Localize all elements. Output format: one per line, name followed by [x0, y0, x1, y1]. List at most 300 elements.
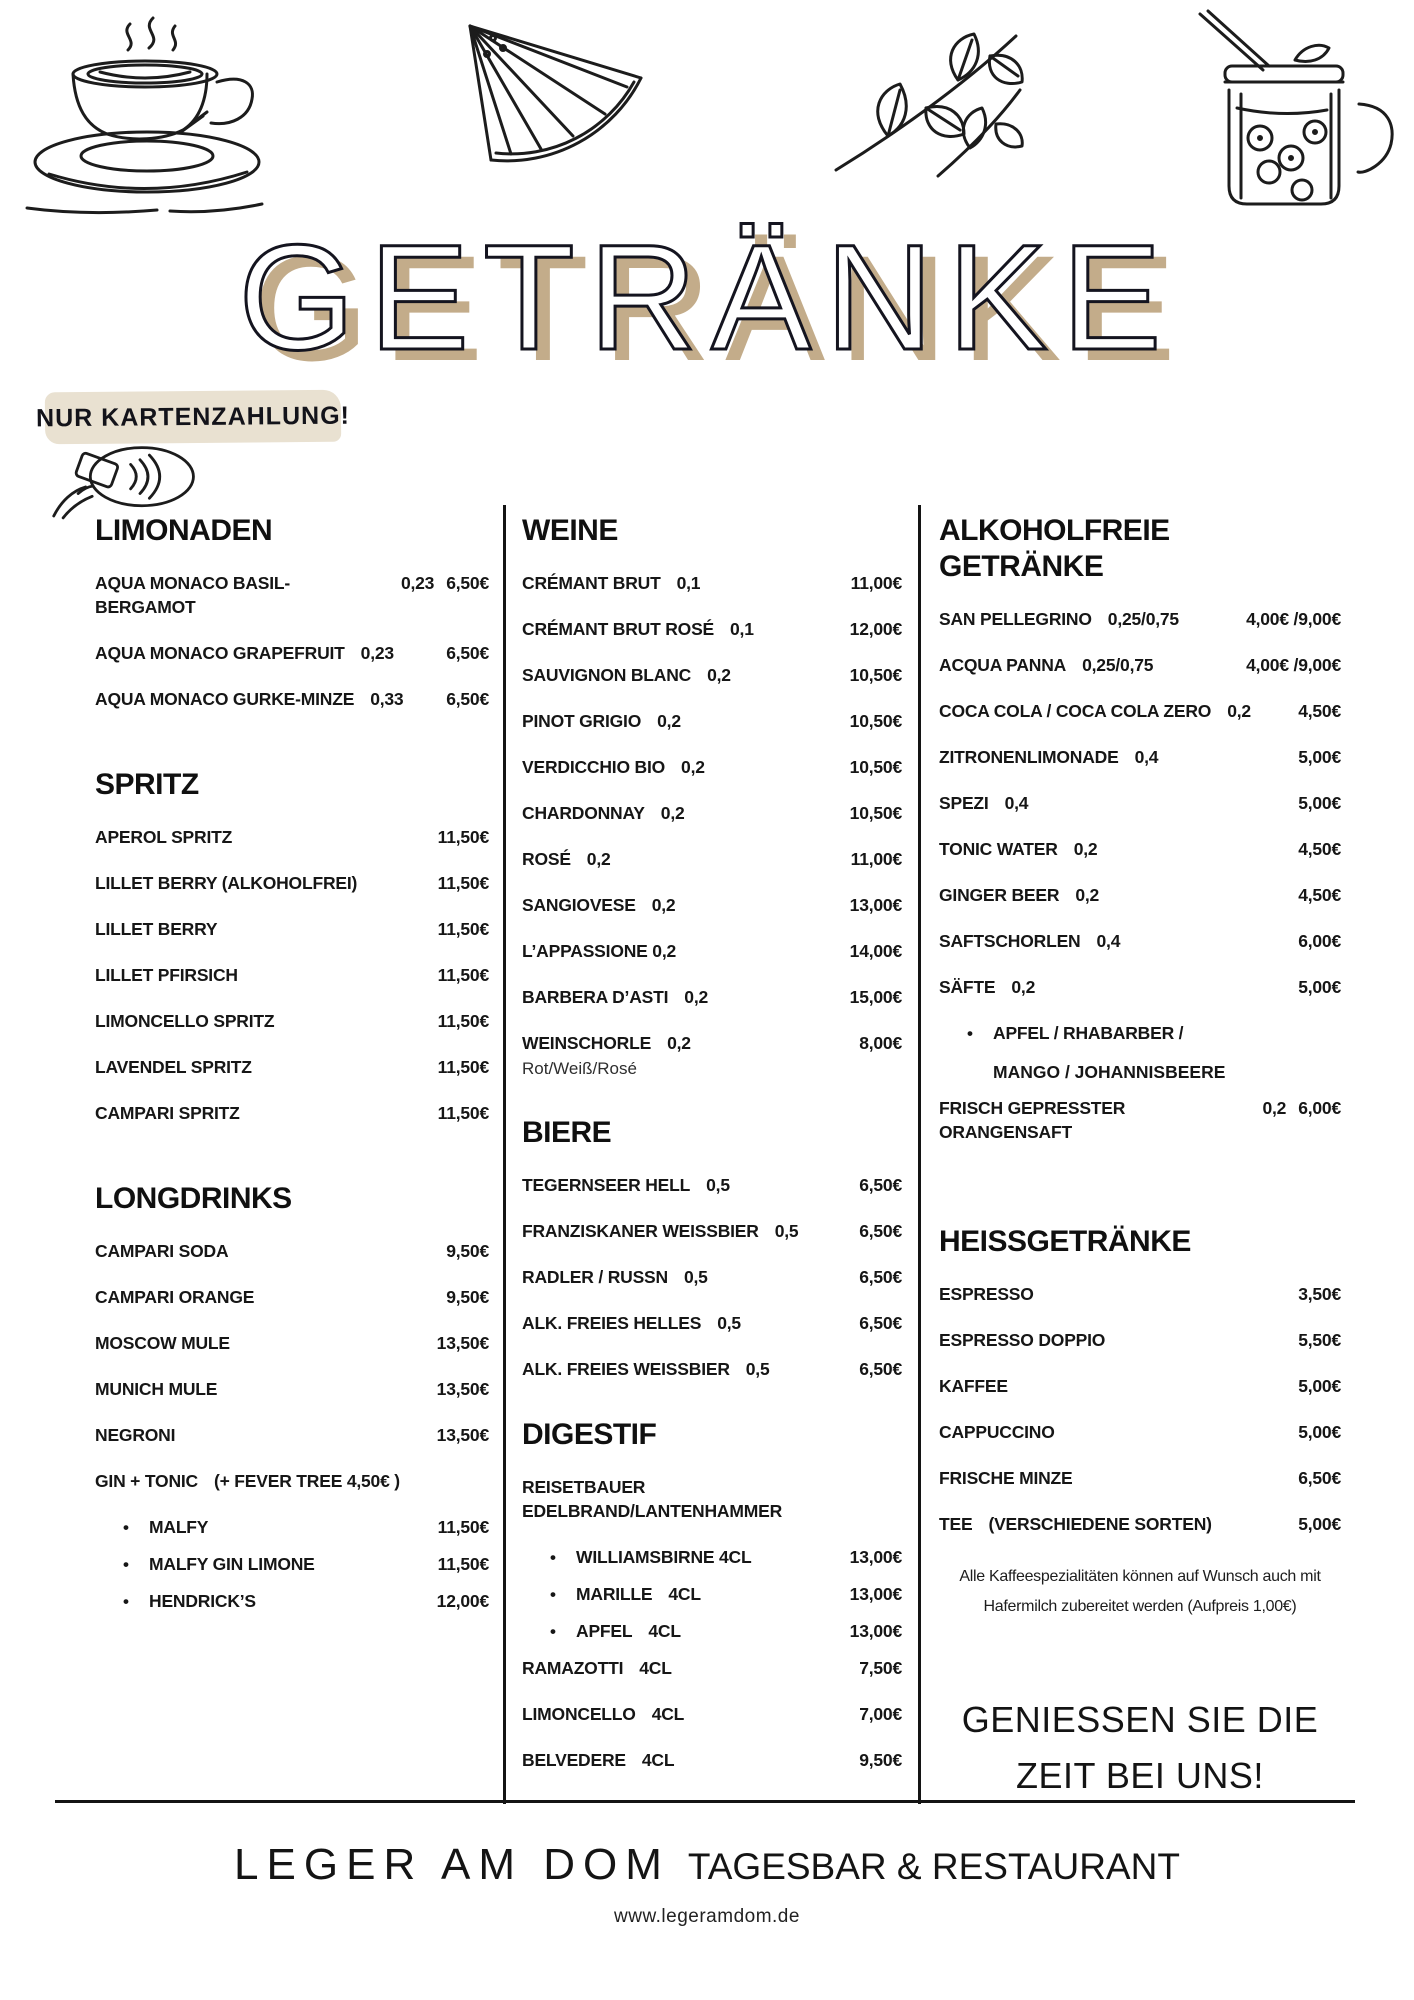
- menu-column-left: [55, 505, 503, 1804]
- menu-item-line: [522, 1619, 902, 1644]
- menu-item-line: [522, 1702, 902, 1726]
- menu-item: [939, 1374, 1341, 1398]
- item-size: 0,5: [774, 1221, 799, 1241]
- section-items: [95, 571, 489, 711]
- bullet-marker: •: [967, 1024, 973, 1043]
- item-price: 5,00€: [1298, 747, 1341, 767]
- item-size: 0,23: [400, 573, 435, 593]
- menu-item-line: [522, 1311, 902, 1335]
- menu-item: [939, 607, 1341, 631]
- item-price: 15,00€: [849, 987, 902, 1007]
- item-label: CAMPARI SPRITZ: [95, 1103, 240, 1123]
- item-size: 4CL: [648, 1621, 681, 1641]
- item-price: 11,00€: [850, 849, 902, 869]
- menu-item: [939, 1096, 1341, 1144]
- item-subtitle: Rot/Weiß/Rosé: [522, 1059, 637, 1078]
- menu-item: [95, 871, 489, 895]
- item-price: 13,50€: [436, 1333, 489, 1353]
- menu-item-line: [522, 893, 902, 917]
- item-price: 5,00€: [1298, 1422, 1341, 1442]
- item-label: MALFY: [149, 1517, 209, 1537]
- item-size: 0,4: [1096, 931, 1121, 951]
- bullet-marker: •: [550, 1585, 556, 1604]
- menu-item: [522, 755, 902, 779]
- payment-badge-label: NUR KARTENZAHLUNG!: [35, 401, 351, 432]
- item-label: VERDICCHIO BIO: [522, 757, 666, 777]
- restaurant-name: [0, 1840, 1414, 1890]
- item-label: APFEL: [576, 1621, 633, 1641]
- item-label: TONIC WATER: [939, 839, 1058, 859]
- item-label: CAMPARI ORANGE: [95, 1287, 255, 1307]
- item-price: 8,00€: [859, 1033, 902, 1053]
- menu-item: [522, 1475, 902, 1523]
- menu-item: [95, 641, 489, 665]
- item-label: SAUVIGNON BLANC: [522, 665, 692, 685]
- menu-item-line: [95, 1469, 489, 1493]
- menu-item: [939, 1466, 1341, 1490]
- item-price: 5,00€: [1298, 977, 1341, 997]
- item-label: ESPRESSO DOPPIO: [939, 1330, 1106, 1350]
- item-label: ESPRESSO: [939, 1284, 1034, 1304]
- section-items: [939, 1282, 1341, 1536]
- item-size: (VERSCHIEDENE SORTEN): [988, 1514, 1212, 1534]
- page-title: [0, 213, 1414, 381]
- item-label: SPEZI: [939, 793, 989, 813]
- menu-item: [95, 1239, 489, 1263]
- menu-item-line: [522, 1582, 902, 1607]
- item-label: KAFFEE: [939, 1376, 1008, 1396]
- menu-item-line: [522, 755, 902, 779]
- menu-item-line: [939, 1374, 1341, 1398]
- menu-item-line: [95, 1009, 489, 1033]
- menu-item: [95, 1285, 489, 1309]
- item-size: 0,5: [683, 1267, 708, 1287]
- item-label: APFEL / RHABARBER /: [993, 1023, 1184, 1043]
- item-label: COCA COLA / COCA COLA ZERO: [939, 701, 1212, 721]
- menu-item: [95, 1589, 489, 1614]
- menu-item: [522, 1582, 902, 1607]
- item-label: SANGIOVESE: [522, 895, 636, 915]
- menu-section: [95, 513, 489, 711]
- menu-item: [95, 963, 489, 987]
- oat-milk-note-line2: Hafermilch zubereitet werden (Aufpreis 1,00€): [983, 1598, 1297, 1615]
- menu-item: [522, 1031, 902, 1079]
- menu-item-line: [95, 963, 489, 987]
- menu-item-line: [95, 641, 489, 665]
- section-items: [95, 825, 489, 1125]
- item-price: 4,00€ /9,00€: [1246, 655, 1341, 675]
- item-label: SÄFTE: [939, 977, 996, 997]
- item-price: 6,50€: [859, 1175, 902, 1195]
- item-size: 0,2: [1262, 1098, 1287, 1118]
- menu-item-line: [522, 801, 902, 825]
- menu-item-line: [522, 617, 902, 641]
- item-size: 0,5: [717, 1313, 741, 1333]
- item-size: 0,2: [1073, 839, 1098, 859]
- item-price: 6,50€: [859, 1221, 902, 1241]
- menu-item-line: [95, 1423, 489, 1447]
- item-size: 4CL: [651, 1704, 685, 1724]
- menu-item: [939, 1021, 1341, 1084]
- payment-badge: [35, 390, 351, 445]
- section-heading: ALKOHOLFREIE GETRÄNKE: [939, 514, 1170, 583]
- item-price: 11,50€: [437, 919, 489, 939]
- menu-item-line: [939, 1466, 1341, 1490]
- section-heading: LIMONADEN: [95, 514, 273, 547]
- bullet-marker: •: [550, 1548, 556, 1567]
- citrus-slice-icon: [445, 8, 660, 168]
- menu-item: [95, 1469, 489, 1493]
- item-price: 6,00€: [1298, 1098, 1341, 1118]
- menu-item-line: [939, 653, 1341, 677]
- menu-item-line: [522, 663, 902, 687]
- item-label: RADLER / RUSSN: [522, 1267, 668, 1287]
- item-size: 0,5: [706, 1175, 730, 1195]
- item-price: 10,50€: [849, 803, 902, 823]
- item-price: 11,50€: [437, 1057, 489, 1077]
- section-heading: BIERE: [522, 1116, 612, 1149]
- item-size: 0,2: [681, 757, 705, 777]
- menu-item-line: [939, 791, 1341, 815]
- menu-item-line: [95, 571, 489, 619]
- item-label: TEGERNSEER HELL: [522, 1175, 691, 1195]
- menu-item-line: [939, 883, 1341, 907]
- menu-item: [95, 571, 489, 619]
- section-heading: WEINE: [522, 514, 618, 547]
- menu-item-line: [522, 939, 902, 963]
- menu-section: [522, 513, 902, 1079]
- item-label: LILLET BERRY: [95, 919, 218, 939]
- menu-item-line: [95, 825, 489, 849]
- menu-item: [939, 653, 1341, 677]
- bullet-marker: •: [123, 1592, 129, 1611]
- menu-item-line: [939, 1328, 1341, 1352]
- menu-item: [95, 917, 489, 941]
- item-price: 5,00€: [1298, 1514, 1341, 1534]
- item-label: CAMPARI SODA: [95, 1241, 229, 1261]
- item-label: ALK. FREIES WEISSBIER: [522, 1359, 730, 1379]
- menu-item: [522, 1748, 902, 1772]
- bullet-marker: •: [123, 1518, 129, 1537]
- menu-item: [939, 1282, 1341, 1306]
- item-size: 4CL: [639, 1658, 672, 1678]
- menu-section: [95, 1181, 489, 1614]
- item-price: 11,50€: [437, 873, 489, 893]
- menu-item-line: [95, 1552, 489, 1577]
- item-label: AQUA MONACO BASIL-BERGAMOT: [95, 573, 291, 617]
- menu-item-line: [522, 1545, 902, 1570]
- menu-item: [522, 1702, 902, 1726]
- item-label: AQUA MONACO GURKE-MINZE: [95, 689, 355, 709]
- item-price: 6,50€: [859, 1267, 902, 1287]
- enjoy-message-line1: GENIESSEN SIE DIE: [961, 1699, 1319, 1740]
- section-items: [522, 1173, 902, 1381]
- item-label: FRANZISKANER WEISSBIER: [522, 1221, 759, 1241]
- item-label: TEE: [939, 1514, 973, 1534]
- menu-item: [95, 1101, 489, 1125]
- menu-sections: [522, 513, 902, 1772]
- footer: [0, 1840, 1414, 1928]
- menu-item-line: [939, 1512, 1341, 1536]
- item-size: 0,33: [370, 689, 404, 709]
- item-label: WEINSCHORLE: [522, 1033, 652, 1053]
- item-price: 3,50€: [1298, 1284, 1341, 1304]
- menu-item: [95, 1009, 489, 1033]
- section-heading: DIGESTIF: [522, 1418, 657, 1451]
- item-price: 6,50€: [446, 643, 489, 663]
- item-label: CHARDONNAY: [522, 803, 645, 823]
- menu-item: [522, 939, 902, 963]
- menu-item-line: [939, 607, 1341, 631]
- item-label: LIMONCELLO: [522, 1704, 636, 1724]
- menu-sections: [939, 513, 1341, 1536]
- oat-milk-note-line1: Alle Kaffeespezialitäten können auf Wunsch auch mit: [959, 1568, 1321, 1585]
- brand-name: LEGER AM DOM: [234, 1840, 670, 1889]
- item-label: LIMONCELLO SPRITZ: [95, 1011, 275, 1031]
- menu-item-line: [939, 745, 1341, 769]
- item-price: 11,50€: [437, 965, 489, 985]
- menu-item-line: [95, 687, 489, 711]
- menu-section: [939, 1224, 1341, 1536]
- item-size: 0,1: [730, 619, 754, 639]
- item-label: RAMAZOTTI: [522, 1658, 624, 1678]
- item-price: 6,50€: [446, 573, 489, 593]
- menu-item: [939, 791, 1341, 815]
- item-size: 0,2: [586, 849, 611, 869]
- menu-item-line: [522, 1265, 902, 1289]
- section-heading: LONGDRINKS: [95, 1182, 292, 1215]
- menu-item-line: [95, 1055, 489, 1079]
- item-price: 6,00€: [1298, 931, 1341, 951]
- item-size: 0,2: [660, 803, 685, 823]
- item-price: 7,00€: [859, 1704, 902, 1724]
- menu-item-line: [522, 1219, 902, 1243]
- item-size: 0,2: [707, 665, 731, 685]
- menu-item: [522, 709, 902, 733]
- mason-jar-icon: [1145, 8, 1400, 218]
- menu-item: [939, 1420, 1341, 1444]
- item-price: 13,00€: [849, 1584, 902, 1604]
- menu-item-line: [939, 699, 1341, 723]
- menu-item-line: [95, 1515, 489, 1540]
- menu-item: [522, 663, 902, 687]
- menu-item-line: [95, 1239, 489, 1263]
- item-price: 11,50€: [437, 827, 489, 847]
- menu-item-line: [939, 1021, 1341, 1046]
- item-price: 13,50€: [436, 1379, 489, 1399]
- menu-item-line: [95, 917, 489, 941]
- item-label: SAFTSCHORLEN: [939, 931, 1081, 951]
- menu-item: [522, 571, 902, 595]
- item-price: 12,00€: [849, 619, 902, 639]
- bullet-marker: •: [550, 1622, 556, 1641]
- item-price: 6,50€: [859, 1313, 902, 1333]
- item-size: 4CL: [668, 1584, 701, 1604]
- menu-item-line: [939, 1420, 1341, 1444]
- menu-item-line: [522, 1357, 902, 1381]
- menu-item: [95, 825, 489, 849]
- section-items: [522, 571, 902, 1079]
- menu-item-line: [522, 1173, 902, 1197]
- item-size: 0,2: [684, 987, 709, 1007]
- item-label: ZITRONENLIMONADE: [939, 747, 1119, 767]
- item-size: 0,2: [1011, 977, 1036, 997]
- item-label: MARILLE: [576, 1584, 653, 1604]
- menu-item: [95, 1552, 489, 1577]
- menu-item-line: [522, 1656, 902, 1680]
- item-label: MUNICH MULE: [95, 1379, 218, 1399]
- menu-item: [939, 745, 1341, 769]
- item-size: 0,1: [676, 573, 701, 593]
- menu-item: [939, 837, 1341, 861]
- menu-item: [95, 687, 489, 711]
- item-label: NEGRONI: [95, 1425, 176, 1445]
- item-label: HENDRICK’S: [149, 1591, 256, 1611]
- menu-item: [522, 847, 902, 871]
- menu-item: [939, 929, 1341, 953]
- item-label: CRÉMANT BRUT ROSÉ: [522, 619, 715, 639]
- bullet-marker: •: [123, 1555, 129, 1574]
- item-price: 13,50€: [436, 1425, 489, 1445]
- menu-section: [522, 1417, 902, 1772]
- item-label: ALK. FREIES HELLES: [522, 1313, 702, 1333]
- item-label: LAVENDEL SPRITZ: [95, 1057, 252, 1077]
- menu-item: [939, 1328, 1341, 1352]
- item-label: ACQUA PANNA: [939, 655, 1067, 675]
- item-size: (+ FEVER TREE 4,50€ ): [213, 1471, 400, 1491]
- menu-item: [522, 1173, 902, 1197]
- menu-item-line: [939, 1282, 1341, 1306]
- item-price: 11,50€: [437, 1554, 489, 1574]
- menu-item-line: [939, 929, 1341, 953]
- item-label: GINGER BEER: [939, 885, 1060, 905]
- item-subtitle-bold: MANGO / JOHANNISBEERE: [993, 1062, 1226, 1082]
- item-label: MOSCOW MULE: [95, 1333, 230, 1353]
- menu-item-line: [522, 847, 902, 871]
- menu-item: [939, 699, 1341, 723]
- item-size: 0,2: [1075, 885, 1100, 905]
- menu-item-line: [522, 1748, 902, 1772]
- menu-item-line: [95, 1377, 489, 1401]
- menu-item-line: [939, 837, 1341, 861]
- item-label: REISETBAUER EDELBRAND/LANTENHAMMER: [522, 1477, 783, 1521]
- coffee-cup-icon: [15, 12, 290, 217]
- menu-item-line: [95, 1589, 489, 1614]
- item-label: LILLET PFIRSICH: [95, 965, 238, 985]
- section-items: [522, 1475, 902, 1772]
- item-size: 4CL: [641, 1750, 675, 1770]
- item-price: 4,50€: [1298, 701, 1341, 721]
- item-label: BARBERA D’ASTI: [522, 987, 669, 1007]
- item-label: BELVEDERE: [522, 1750, 626, 1770]
- menu-item-line: [95, 1285, 489, 1309]
- brand-tagline: TAGESBAR & RESTAURANT: [687, 1846, 1180, 1887]
- item-label: CRÉMANT BRUT: [522, 573, 661, 593]
- website-url: www.legeramdom.de: [614, 1906, 800, 1927]
- item-price: 6,50€: [859, 1359, 902, 1379]
- item-label: L’APPASSIONE 0,2: [522, 941, 677, 961]
- item-size: 0,2: [651, 895, 676, 915]
- menu-sections: [95, 513, 489, 1614]
- item-size: 0,2: [667, 1033, 691, 1053]
- menu-item-line: [939, 975, 1341, 999]
- item-price: 11,50€: [437, 1011, 489, 1031]
- section-heading: SPRITZ: [95, 768, 199, 801]
- menu-item: [522, 1219, 902, 1243]
- item-price: 9,50€: [446, 1241, 489, 1261]
- section-items: [95, 1239, 489, 1614]
- section-heading: HEISSGETRÄNKE: [939, 1225, 1191, 1258]
- enjoy-message: [939, 1692, 1341, 1804]
- item-price: 4,50€: [1298, 885, 1341, 905]
- item-size: 0,25/0,75: [1107, 609, 1179, 629]
- item-size: 0,2: [1227, 701, 1251, 721]
- enjoy-message-line2: ZEIT BEI UNS!: [1016, 1755, 1264, 1796]
- menu-item: [522, 1619, 902, 1644]
- item-price: 6,50€: [1298, 1468, 1341, 1488]
- item-price: 7,50€: [859, 1658, 902, 1678]
- oat-milk-note: [939, 1562, 1341, 1622]
- item-label: ROSÉ: [522, 849, 571, 869]
- menu-item: [95, 1331, 489, 1355]
- item-price: 9,50€: [446, 1287, 489, 1307]
- item-price: 10,50€: [849, 665, 902, 685]
- item-price: 5,00€: [1298, 1376, 1341, 1396]
- item-price: 4,00€ /9,00€: [1246, 609, 1341, 629]
- section-items: [939, 607, 1341, 1144]
- item-price: 13,00€: [849, 895, 902, 915]
- item-size: 0,2: [657, 711, 681, 731]
- item-price: 13,00€: [849, 1547, 902, 1567]
- menu-item: [522, 1311, 902, 1335]
- menu-section: [522, 1115, 902, 1381]
- item-price: 10,50€: [849, 711, 902, 731]
- item-price: 10,50€: [849, 757, 902, 777]
- item-price: 11,50€: [437, 1517, 489, 1537]
- menu-item: [95, 1055, 489, 1079]
- item-size: 0,5: [745, 1359, 770, 1379]
- menu-section: [95, 767, 489, 1125]
- item-price: 4,50€: [1298, 839, 1341, 859]
- item-price: 11,50€: [437, 1103, 489, 1123]
- item-price: 5,50€: [1298, 1330, 1341, 1350]
- menu-item-line: [95, 1101, 489, 1125]
- item-size: 0,23: [360, 643, 394, 663]
- item-label: SAN PELLEGRINO: [939, 609, 1092, 629]
- menu-item: [522, 1656, 902, 1680]
- menu-item: [95, 1423, 489, 1447]
- menu-column-middle: [503, 505, 918, 1804]
- mint-leaves-icon: [818, 8, 1033, 183]
- item-size: 0,4: [1134, 747, 1159, 767]
- item-label: AQUA MONACO GRAPEFRUIT: [95, 643, 345, 663]
- menu-item: [95, 1377, 489, 1401]
- menu-item: [939, 883, 1341, 907]
- menu-item-line: [522, 1475, 902, 1523]
- menu-item: [522, 1265, 902, 1289]
- menu-item-line: [939, 1096, 1341, 1144]
- menu-item-line: [522, 985, 902, 1009]
- menu-item: [522, 1545, 902, 1570]
- menu-item: [522, 893, 902, 917]
- menu-item-line: [95, 1331, 489, 1355]
- menu-item: [95, 1515, 489, 1540]
- menu-item: [522, 1357, 902, 1381]
- menu-item: [522, 985, 902, 1009]
- menu-item: [939, 1512, 1341, 1536]
- item-label: WILLIAMSBIRNE 4CL: [576, 1547, 752, 1567]
- item-label: GIN + TONIC: [95, 1471, 198, 1491]
